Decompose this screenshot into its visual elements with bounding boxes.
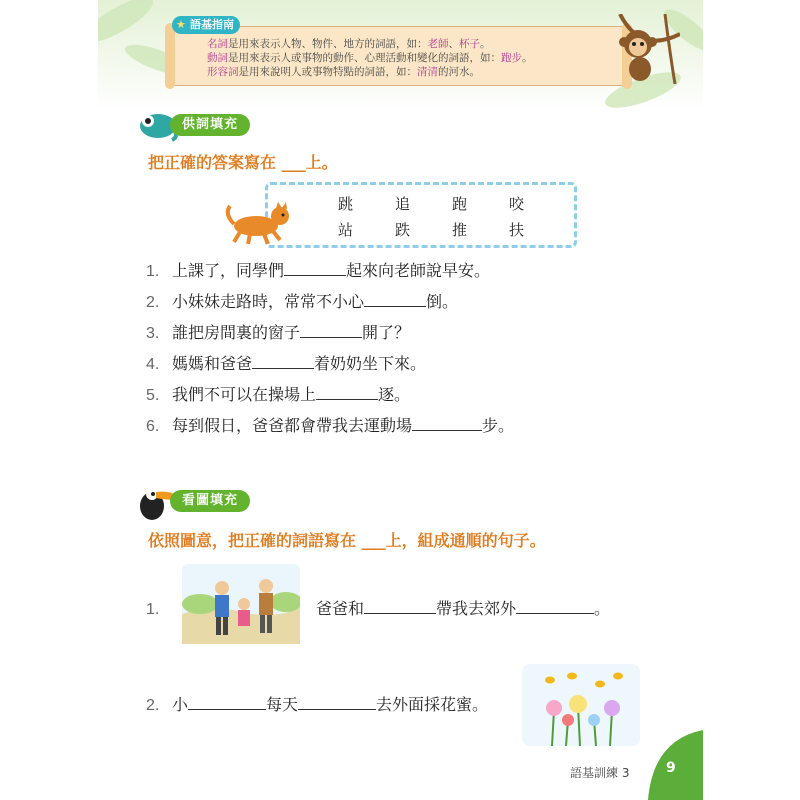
answer-blank[interactable]	[316, 385, 378, 400]
answer-blank[interactable]	[300, 323, 362, 338]
example-word: 杯子	[459, 38, 480, 50]
question-number: 6.	[146, 418, 160, 435]
question-text: 逐。	[378, 385, 411, 404]
word-bank-item: 站	[338, 221, 354, 239]
question-text: 。	[594, 599, 611, 618]
star-icon: ★	[176, 18, 186, 31]
question-text: 每天	[266, 695, 299, 714]
answer-blank[interactable]	[284, 261, 346, 276]
question-number: 5.	[146, 387, 160, 404]
guide-line-text: 是用來說明人或事物特點的詞語，如：	[238, 66, 417, 78]
page-number: 9	[666, 760, 676, 776]
footer-book-title: 語基訓練 3	[570, 766, 630, 780]
answer-blank[interactable]	[188, 695, 266, 710]
guide-line-end: 。	[522, 52, 533, 64]
guide-line-text: 是用來表示人物、物件、地方的詞語，如：	[228, 38, 428, 50]
question-text: 倒。	[426, 292, 459, 311]
word-bank-item: 跳	[338, 195, 354, 213]
word-bank-item: 追	[395, 195, 411, 213]
word-bank-item: 跌	[395, 221, 411, 239]
question-text: 每到假日，爸爸都會帶我去運動場	[172, 416, 413, 435]
picture-question-row	[146, 596, 610, 619]
section-header-picture-fill	[136, 482, 316, 518]
question-number: 4.	[146, 356, 160, 373]
example-word: 老師	[427, 38, 449, 50]
answer-blank[interactable]	[364, 599, 436, 614]
guide-line-end: 。	[480, 38, 491, 50]
answer-blank[interactable]	[252, 354, 314, 369]
question-text: 小	[172, 695, 189, 714]
guide-badge	[172, 16, 240, 34]
guide-line-noun	[207, 37, 533, 51]
section-title-pill: 看圖填充	[170, 490, 250, 512]
question-number: 2.	[146, 294, 160, 311]
guide-text	[207, 37, 533, 79]
term-noun: 名詞	[207, 38, 228, 50]
guide-line-end: 的河水。	[438, 66, 480, 78]
bees-flowers-illustration	[522, 664, 640, 746]
picture-question-row	[146, 692, 488, 715]
word-bank-item: 跑	[452, 195, 468, 213]
question-row	[146, 289, 458, 312]
instruction-picture-fill: 依照圖意，把正確的詞語寫在 ___上，組成通順的句子。	[148, 531, 546, 550]
word-bank-item: 咬	[509, 195, 525, 213]
cat-illustration	[224, 200, 294, 244]
answer-blank[interactable]	[298, 695, 376, 710]
question-text: 媽媽和爸爸	[172, 354, 253, 373]
guide-line-text: 是用來表示人或事物的動作、心理活動和變化的詞語，如：	[228, 52, 501, 64]
question-text: 爸爸和	[316, 599, 365, 618]
question-row	[146, 413, 514, 436]
question-number: 1.	[146, 263, 160, 280]
answer-blank[interactable]	[364, 292, 426, 307]
guide-line-verb	[207, 51, 533, 65]
guide-line-adjective	[207, 65, 533, 79]
question-row	[146, 320, 410, 343]
section-header-fill-words	[136, 106, 316, 142]
separator: 、	[448, 38, 459, 50]
word-bank-item: 扶	[509, 221, 525, 239]
question-number: 1.	[146, 601, 160, 618]
question-text: 小妹妹走路時，常常不小心	[172, 292, 365, 311]
question-text: 我們不可以在操場上	[172, 385, 317, 404]
word-bank-box	[265, 182, 577, 248]
question-text: 帶我去郊外	[436, 599, 517, 618]
question-row	[146, 351, 426, 374]
question-text: 上課了，同學們	[172, 261, 285, 280]
question-text: 着奶奶坐下來。	[314, 354, 427, 373]
question-text: 去外面採花蜜。	[376, 695, 489, 714]
question-row	[146, 382, 410, 405]
example-word: 跑步	[501, 52, 522, 64]
question-text: 開了？	[362, 323, 411, 342]
question-number: 2.	[146, 697, 160, 714]
instruction-fill-words: 把正確的答案寫在 ___上。	[148, 153, 338, 172]
question-number: 3.	[146, 325, 160, 342]
question-text: 起來向老師說早安。	[346, 261, 491, 280]
term-adjective: 形容詞	[207, 66, 239, 78]
answer-blank[interactable]	[412, 416, 482, 431]
example-word: 清清	[417, 66, 438, 78]
guide-badge-label: 語基指南	[190, 18, 234, 31]
answer-blank[interactable]	[516, 599, 594, 614]
section-title-pill: 供詞填充	[170, 114, 250, 136]
word-bank-item: 推	[452, 221, 468, 239]
worksheet-page	[98, 0, 703, 800]
term-verb: 動詞	[207, 52, 228, 64]
question-text: 誰把房間裏的窗子	[172, 323, 301, 342]
question-row	[146, 258, 490, 281]
question-text: 步。	[482, 416, 515, 435]
monkey-illustration	[610, 14, 680, 84]
